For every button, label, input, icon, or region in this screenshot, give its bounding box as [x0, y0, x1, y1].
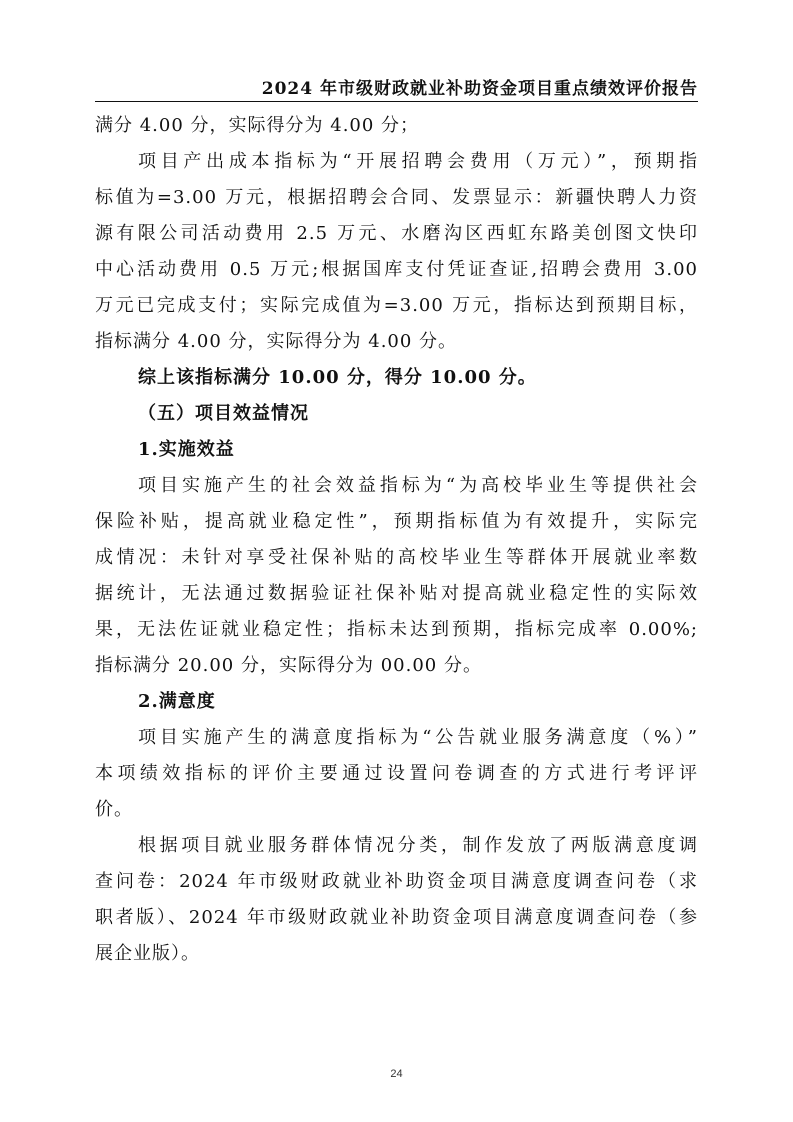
subsection-heading: 2.满意度 [138, 691, 216, 712]
body-line: 保险补贴，提高就业稳定性”，预期指标值为有效提升，实际完 [95, 511, 698, 532]
body-line: 指标满分 20.00 分，实际得分为 00.00 分。 [95, 655, 482, 676]
summary-line: 综上该指标满分 10.00 分，得分 10.00 分。 [138, 367, 537, 388]
body-line: 标值为=3.00 万元，根据招聘会合同、发票显示：新疆快聘人力资 [95, 187, 698, 208]
running-header-title: 2024 年市级财政就业补助资金项目重点绩效评价报告 [261, 79, 698, 99]
body-line: 项目产出成本指标为“开展招聘会费用（万元）”，预期指 [138, 151, 698, 172]
body-line: 果，无法佐证就业稳定性；指标未达到预期，指标完成率 0.00%; [95, 619, 698, 640]
body-line: 展企业版）。 [95, 943, 200, 964]
subsection-heading: 1.实施效益 [138, 439, 235, 460]
body-line: 万元已完成支付；实际完成值为=3.00 万元，指标达到预期目标， [95, 295, 698, 316]
page-body [95, 108, 698, 972]
body-line: 据统计，无法通过数据验证社保补贴对提高就业稳定性的实际效 [95, 583, 698, 604]
body-line: 查问卷：2024 年市级财政就业补助资金项目满意度调查问卷（求 [95, 871, 698, 892]
page-number: 24 [390, 1068, 403, 1080]
section-heading: （五）项目效益情况 [138, 403, 309, 424]
body-line: 职者版）、2024 年市级财政就业补助资金项目满意度调查问卷（参 [95, 907, 698, 928]
body-line: 价。 [95, 799, 133, 820]
body-line: 中心活动费用 0.5 万元;根据国库支付凭证查证,招聘会费用 3.00 [95, 259, 698, 280]
body-line: 源有限公司活动费用 2.5 万元、水磨沟区西虹东路美创图文快印 [95, 223, 698, 244]
body-line: 根据项目就业服务群体情况分类，制作发放了两版满意度调 [138, 835, 698, 856]
body-line: 项目实施产生的满意度指标为“公告就业服务满意度（%）” [138, 727, 698, 748]
body-line: 本项绩效指标的评价主要通过设置问卷调查的方式进行考评评 [95, 763, 698, 784]
body-line: 满分 4.00 分，实际得分为 4.00 分； [95, 115, 420, 136]
body-line: 成情况：未针对享受社保补贴的高校毕业生等群体开展就业率数 [95, 547, 698, 568]
body-line: 项目实施产生的社会效益指标为“为高校毕业生等提供社会 [138, 475, 698, 496]
header-divider [95, 101, 698, 102]
body-line: 指标满分 4.00 分，实际得分为 4.00 分。 [95, 331, 458, 352]
